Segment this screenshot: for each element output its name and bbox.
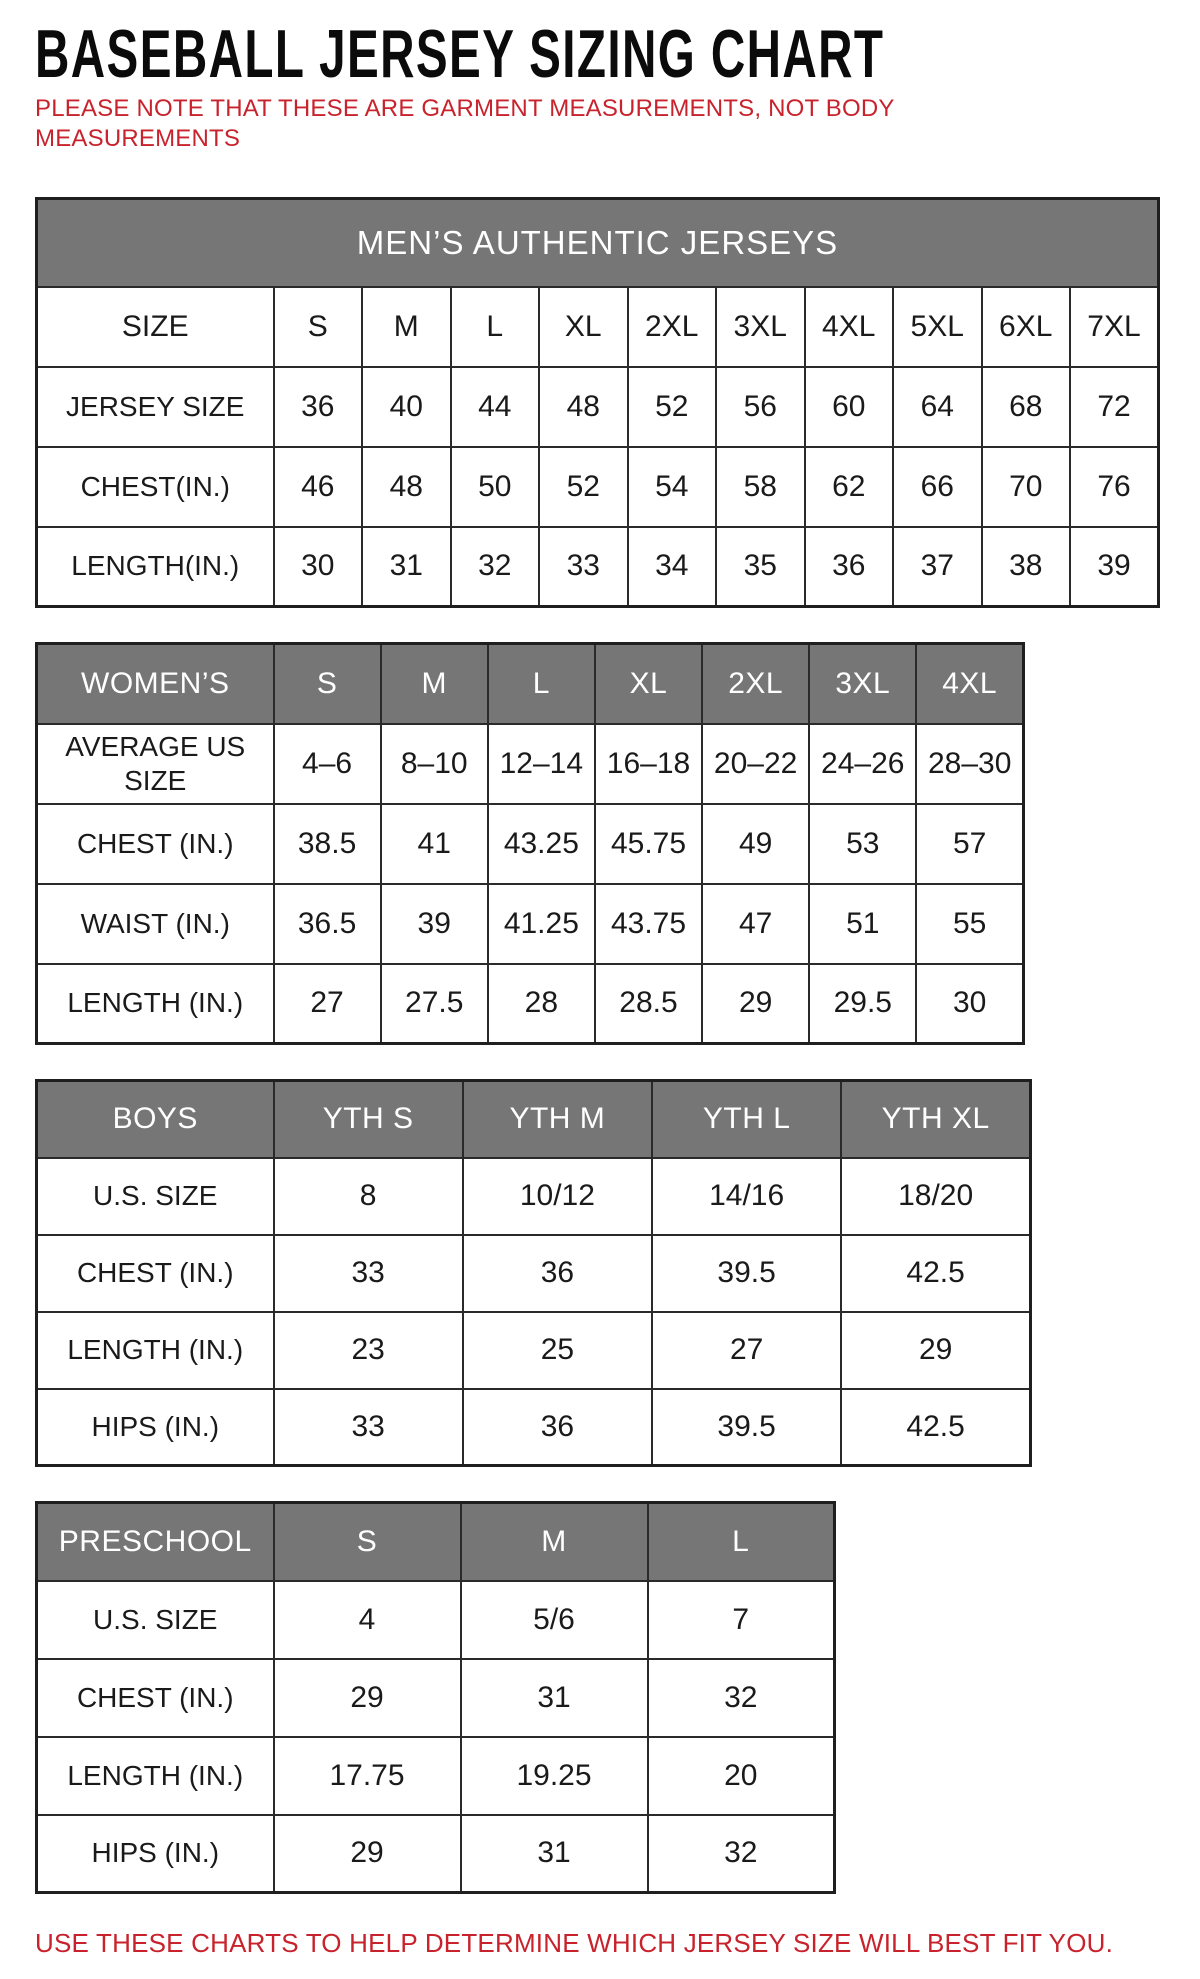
- mens-value-cell: 32: [451, 527, 540, 607]
- preschool-column-header: M: [461, 1503, 648, 1581]
- mens-value-cell: 56: [716, 367, 805, 447]
- mens-banner: MEN’S AUTHENTIC JERSEYS: [37, 199, 1159, 287]
- mens-value-cell: 50: [451, 447, 540, 527]
- mens-value-cell: 39: [1070, 527, 1159, 607]
- mens-column-header: M: [362, 287, 451, 367]
- womens-value-cell: 41.25: [488, 884, 595, 964]
- womens-value-cell: 29.5: [809, 964, 916, 1044]
- preschool-value-cell: 32: [648, 1659, 835, 1737]
- mens-column-header: 2XL: [628, 287, 717, 367]
- womens-value-cell: 38.5: [274, 804, 381, 884]
- womens-value-cell: 36.5: [274, 884, 381, 964]
- boys-value-cell: 29: [841, 1312, 1030, 1389]
- boys-value-cell: 25: [463, 1312, 652, 1389]
- mens-row-label: JERSEY SIZE: [37, 367, 274, 447]
- boys-value-cell: 27: [652, 1312, 841, 1389]
- sizing-chart-page: [0, 16, 1200, 1959]
- womens-value-cell: 30: [916, 964, 1023, 1044]
- boys-sizing-table: [35, 1079, 1032, 1467]
- mens-value-cell: 68: [982, 367, 1071, 447]
- preschool-value-cell: 31: [461, 1659, 648, 1737]
- womens-value-cell: 57: [916, 804, 1023, 884]
- mens-value-cell: 52: [628, 367, 717, 447]
- mens-column-header: L: [451, 287, 540, 367]
- womens-value-cell: 29: [702, 964, 809, 1044]
- womens-column-header: S: [274, 644, 381, 724]
- mens-value-cell: 66: [893, 447, 982, 527]
- womens-row-label: AVERAGE US SIZE: [37, 724, 274, 804]
- womens-value-cell: 39: [381, 884, 488, 964]
- mens-value-cell: 62: [805, 447, 894, 527]
- mens-column-header: SIZE: [37, 287, 274, 367]
- boys-value-cell: 18/20: [841, 1158, 1030, 1235]
- mens-value-cell: 36: [274, 367, 363, 447]
- boys-column-header: YTH M: [463, 1081, 652, 1158]
- preschool-value-cell: 20: [648, 1737, 835, 1815]
- mens-column-header: 3XL: [716, 287, 805, 367]
- preschool-value-cell: 17.75: [274, 1737, 461, 1815]
- preschool-value-cell: 5/6: [461, 1581, 648, 1659]
- preschool-value-cell: 29: [274, 1659, 461, 1737]
- womens-column-header: XL: [595, 644, 702, 724]
- womens-value-cell: 53: [809, 804, 916, 884]
- boys-column-header: YTH XL: [841, 1081, 1030, 1158]
- boys-row-label: HIPS (IN.): [37, 1389, 274, 1466]
- womens-column-header: WOMEN’S: [37, 644, 274, 724]
- mens-value-cell: 54: [628, 447, 717, 527]
- mens-column-header: XL: [539, 287, 628, 367]
- mens-value-cell: 48: [539, 367, 628, 447]
- mens-value-cell: 30: [274, 527, 363, 607]
- page-title-text: BASEBALL JERSEY SIZING CHART: [35, 16, 885, 92]
- preschool-value-cell: 32: [648, 1815, 835, 1893]
- boys-column-header: YTH S: [274, 1081, 463, 1158]
- womens-row-label: WAIST (IN.): [37, 884, 274, 964]
- womens-value-cell: 43.75: [595, 884, 702, 964]
- preschool-column-header: PRESCHOOL: [37, 1503, 274, 1581]
- mens-column-header: 6XL: [982, 287, 1071, 367]
- mens-value-cell: 52: [539, 447, 628, 527]
- womens-value-cell: 45.75: [595, 804, 702, 884]
- garment-measurement-note: PLEASE NOTE THAT THESE ARE GARMENT MEASUREMENTS, NOT BODY MEASUREMENTS: [35, 95, 895, 152]
- preschool-sizing-table: [35, 1501, 836, 1894]
- womens-value-cell: 28.5: [595, 964, 702, 1044]
- preschool-row-label: CHEST (IN.): [37, 1659, 274, 1737]
- boys-value-cell: 33: [274, 1235, 463, 1312]
- preschool-value-cell: 7: [648, 1581, 835, 1659]
- mens-value-cell: 76: [1070, 447, 1159, 527]
- mens-value-cell: 40: [362, 367, 451, 447]
- boys-column-header: YTH L: [652, 1081, 841, 1158]
- mens-column-header: 7XL: [1070, 287, 1159, 367]
- boys-value-cell: 42.5: [841, 1235, 1030, 1312]
- mens-value-cell: 44: [451, 367, 540, 447]
- womens-value-cell: 12–14: [488, 724, 595, 804]
- page-title: [35, 16, 1200, 92]
- boys-row-label: U.S. SIZE: [37, 1158, 274, 1235]
- womens-value-cell: 27.5: [381, 964, 488, 1044]
- womens-row-label: CHEST (IN.): [37, 804, 274, 884]
- womens-row-label: LENGTH (IN.): [37, 964, 274, 1044]
- preschool-row-label: LENGTH (IN.): [37, 1737, 274, 1815]
- womens-value-cell: 55: [916, 884, 1023, 964]
- mens-value-cell: 70: [982, 447, 1071, 527]
- womens-value-cell: 8–10: [381, 724, 488, 804]
- womens-value-cell: 4–6: [274, 724, 381, 804]
- mens-value-cell: 38: [982, 527, 1071, 607]
- boys-column-header: BOYS: [37, 1081, 274, 1158]
- footer-note: USE THESE CHARTS TO HELP DETERMINE WHICH JERSEY SIZE WILL BEST FIT YOU.: [35, 1928, 1114, 1958]
- womens-value-cell: 28–30: [916, 724, 1023, 804]
- mens-row-label: LENGTH(IN.): [37, 527, 274, 607]
- preschool-value-cell: 4: [274, 1581, 461, 1659]
- boys-row-label: LENGTH (IN.): [37, 1312, 274, 1389]
- womens-value-cell: 51: [809, 884, 916, 964]
- preschool-value-cell: 19.25: [461, 1737, 648, 1815]
- womens-value-cell: 41: [381, 804, 488, 884]
- mens-column-header: 5XL: [893, 287, 982, 367]
- boys-value-cell: 36: [463, 1389, 652, 1466]
- mens-column-header: S: [274, 287, 363, 367]
- mens-value-cell: 37: [893, 527, 982, 607]
- womens-value-cell: 20–22: [702, 724, 809, 804]
- mens-value-cell: 60: [805, 367, 894, 447]
- womens-column-header: L: [488, 644, 595, 724]
- preschool-column-header: L: [648, 1503, 835, 1581]
- preschool-column-header: S: [274, 1503, 461, 1581]
- mens-value-cell: 64: [893, 367, 982, 447]
- womens-value-cell: 47: [702, 884, 809, 964]
- womens-column-header: M: [381, 644, 488, 724]
- mens-value-cell: 36: [805, 527, 894, 607]
- womens-column-header: 4XL: [916, 644, 1023, 724]
- boys-value-cell: 36: [463, 1235, 652, 1312]
- mens-value-cell: 33: [539, 527, 628, 607]
- womens-value-cell: 49: [702, 804, 809, 884]
- mens-value-cell: 48: [362, 447, 451, 527]
- boys-value-cell: 33: [274, 1389, 463, 1466]
- womens-sizing-table: [35, 642, 1025, 1045]
- mens-value-cell: 35: [716, 527, 805, 607]
- mens-sizing-table: [35, 197, 1160, 608]
- preschool-row-label: U.S. SIZE: [37, 1581, 274, 1659]
- mens-value-cell: 34: [628, 527, 717, 607]
- womens-value-cell: 43.25: [488, 804, 595, 884]
- boys-value-cell: 8: [274, 1158, 463, 1235]
- boys-value-cell: 23: [274, 1312, 463, 1389]
- boys-value-cell: 10/12: [463, 1158, 652, 1235]
- womens-value-cell: 24–26: [809, 724, 916, 804]
- boys-value-cell: 39.5: [652, 1235, 841, 1312]
- womens-column-header: 2XL: [702, 644, 809, 724]
- womens-column-header: 3XL: [809, 644, 916, 724]
- womens-value-cell: 27: [274, 964, 381, 1044]
- mens-value-cell: 31: [362, 527, 451, 607]
- mens-row-label: CHEST(IN.): [37, 447, 274, 527]
- mens-column-header: 4XL: [805, 287, 894, 367]
- boys-value-cell: 39.5: [652, 1389, 841, 1466]
- boys-row-label: CHEST (IN.): [37, 1235, 274, 1312]
- boys-value-cell: 42.5: [841, 1389, 1030, 1466]
- mens-value-cell: 46: [274, 447, 363, 527]
- preschool-value-cell: 29: [274, 1815, 461, 1893]
- mens-value-cell: 72: [1070, 367, 1159, 447]
- preschool-value-cell: 31: [461, 1815, 648, 1893]
- mens-value-cell: 58: [716, 447, 805, 527]
- preschool-row-label: HIPS (IN.): [37, 1815, 274, 1893]
- womens-value-cell: 28: [488, 964, 595, 1044]
- boys-value-cell: 14/16: [652, 1158, 841, 1235]
- womens-value-cell: 16–18: [595, 724, 702, 804]
